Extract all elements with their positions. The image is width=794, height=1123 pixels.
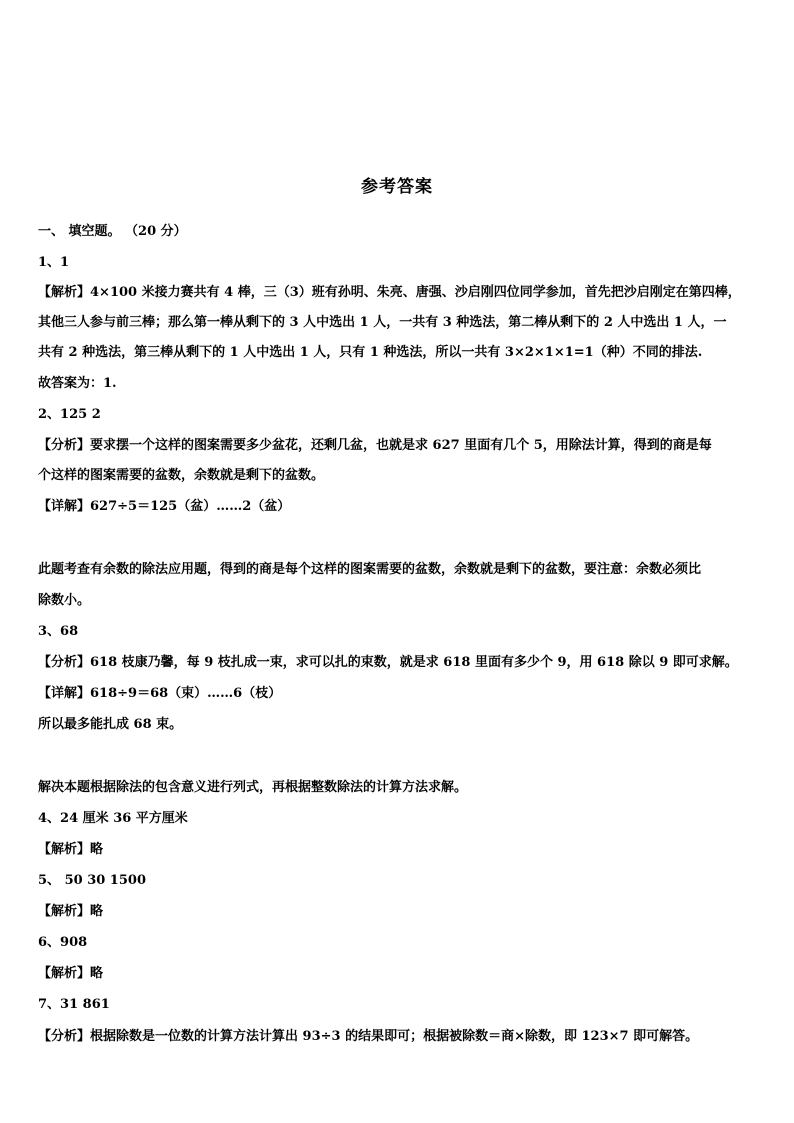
answer-3: 3、68 (38, 624, 79, 639)
analysis-line: 其他三人参与前三棒；那么第一棒从剩下的 3 人中选出 1 人，一共有 3 种选法，第二棒从剩下的 2 人中选出 1 人，一 (38, 315, 727, 330)
analysis-line: 【解析】略 (38, 966, 104, 981)
answer-1: 1、1 (38, 255, 70, 270)
page-title: 参考答案 (361, 177, 433, 197)
conclusion-line: 所以最多能扎成 68 束。 (38, 717, 183, 732)
analysis-line: 个这样的图案需要的盆数，余数就是剩下的盆数。 (38, 468, 325, 483)
analysis-line: 【分析】要求摆一个这样的图案需要多少盆花，还剩几盆，也就是求 627 里面有几个 5，用除法计算，得到的商是每 (38, 438, 712, 453)
detail-line: 【详解】618÷9＝68（束）……6（枝） (38, 686, 282, 701)
comment-line: 除数小。 (38, 593, 91, 608)
comment-line: 解决本题根据除法的包含意义进行列式，再根据整数除法的计算方法求解。 (38, 780, 468, 795)
analysis-line: 【分析】618 枝康乃馨，每 9 枝扎成一束，求可以扎的束数，就是求 618 里面有多少个 9，用 618 除以 9 即可求解。 (38, 655, 738, 670)
answer-2: 2、125 2 (38, 407, 101, 422)
answer-4: 4、24 厘米 36 平方厘米 (38, 811, 188, 826)
analysis-line: 【分析】根据除数是一位数的计算方法计算出 93÷3 的结果即可；根据被除数＝商×除数，即 123×7 即可解答。 (38, 1029, 699, 1044)
analysis-line: 【解析】略 (38, 904, 104, 919)
analysis-line: 共有 2 种选法，第三棒从剩下的 1 人中选出 1 人，只有 1 种选法，所以一共有 3×2×1×1=1（种）不同的排法. (38, 345, 703, 360)
section-heading: 一、 填空题。 （20 分） (38, 224, 187, 239)
detail-line: 【详解】627÷5＝125（盆）……2（盆） (38, 499, 291, 514)
analysis-line: 【解析】4×100 米接力赛共有 4 棒，三（3）班有孙明、朱亮、唐强、沙启刚四位同学参加，首先把沙启刚定在第四棒， (38, 285, 741, 300)
analysis-line: 【解析】略 (38, 842, 104, 857)
answer-7: 7、31 861 (38, 997, 110, 1012)
answer-6: 6、908 (38, 935, 88, 950)
comment-line: 此题考查有余数的除法应用题，得到的商是每个这样的图案需要的盆数，余数就是剩下的盆数，要注意：余数必须比 (38, 562, 702, 577)
conclusion-line: 故答案为：1. (38, 376, 117, 391)
answer-5: 5、 50 30 1500 (38, 873, 146, 888)
